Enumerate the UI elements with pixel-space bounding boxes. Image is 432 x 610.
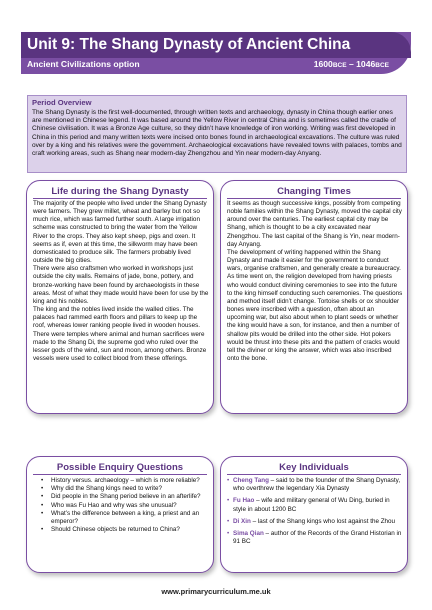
list-item: • What’s the difference between a king, a priest and an emperor?: [41, 510, 207, 526]
date-start: 1600: [313, 59, 333, 69]
list-item: [227, 530, 403, 546]
unit-title: Unit 9: The Shang Dynasty of Ancient China: [27, 36, 351, 53]
key-individuals-section: [220, 456, 408, 573]
date-end: 1046: [356, 59, 376, 69]
list-item: [227, 518, 403, 526]
enquiry-questions-section: [26, 456, 214, 573]
individuals-list: [227, 477, 403, 550]
paragraph: There were also craftsmen who worked in workshops just outside the city walls. Remains of jade, bone, pottery, and bronze-working have been found by archaeologists in these areas. Most of what they made would have been for use by the king and his nobles.: [33, 265, 209, 305]
enquiry-list: [41, 477, 207, 534]
era-label: BCE: [332, 62, 347, 69]
life-heading: Life during the Shang Dynasty: [51, 186, 189, 197]
individuals-heading: Key Individuals: [279, 462, 349, 473]
paragraph: The king and the nobles lived inside the walled cities. The palaces had rammed earth floors and pillars to keep up the roof, whereas lower ranking people lived in wooden houses. There were temples where animal and human sacrifices were made to the Shang Di, the supreme god who ruled over the lesser gods of the wind, sun and moon, among others. Bronze vessels were used to collect blood from these offerings.: [33, 306, 207, 362]
overview-heading: Period Overview: [32, 98, 92, 107]
enquiry-heading: Possible Enquiry Questions: [56, 462, 184, 473]
heading-divider: [227, 474, 401, 475]
individual-name: Di Xin: [233, 517, 251, 525]
list-item: • Should Chinese objects be returned to China?: [41, 526, 207, 534]
changes-body: [227, 200, 403, 363]
list-item: [227, 477, 403, 493]
list-item: • Why did the Shang kings need to write?: [41, 485, 207, 493]
life-section: [26, 180, 214, 414]
heading-divider: [33, 474, 207, 475]
list-item: • History versus. archaeology – which is more reliable?: [41, 477, 207, 485]
list-item: [227, 497, 403, 513]
heading-divider: [33, 198, 207, 199]
footer-url[interactable]: www.primarycurriculum.me.uk: [161, 587, 271, 596]
individual-name: Fu Hao: [233, 497, 255, 505]
date-separator: –: [346, 59, 357, 69]
changing-times-section: [220, 180, 408, 414]
individual-desc: – said to be the founder of the Shang Dynasty, who overthrew the legendary Xia Dynasty: [233, 477, 401, 493]
paragraph: As time went on, the religion developed from having priests who would conduct divining ceremonies to see into the future to the king himself conducting such ceremonies. The questions and method itself didn’t change. Tortoise shells or ox shoulder bones were inscribed with a question, often about an upcoming war, but also about when to plant seeds or whether the king would have a son, for instance, and then a number of shallow pits would be drilled into the other side. Hot pokers would be thrust into these pits and the pattern of cracks would tell the diviner or king the answer, which was also inscribed onto the bone.: [227, 273, 403, 362]
list-item: • Who was Fu Hao and why was she unusual?: [41, 502, 207, 510]
date-range: [314, 59, 389, 69]
individual-desc: – last of the Shang kings who lost against the Zhou: [250, 517, 396, 525]
individual-desc: – author of the Records of the Grand Historian in 91 BC: [233, 530, 402, 546]
unit-subtitle: Ancient Civilizations option: [27, 59, 140, 69]
life-body: [33, 200, 209, 363]
list-item: • Did people in the Shang period believe in an afterlife?: [41, 493, 207, 501]
heading-divider: [227, 198, 401, 199]
individual-desc: – wife and military general of Wu Ding, buried in style in about 1200 BC: [233, 497, 390, 513]
individual-name: Sima Qian: [233, 530, 264, 538]
overview-text: The Shang Dynasty is the first well-documented, through written texts and archaeology, dynasty in China though earlier ones are mentioned in Chinese legend. It was based around the Yellow River in central China and is sometimes called the cradle of Chinese civilisation. It was a Bronze Age culture, so they didn’t have knowledge of iron working. Writing was first developed in China in this period and many written texts were incised onto bones found in archaeological excavations. The culture was ruled over by a king and his relatives were the government. Archaeological excavations have revealed towns with palaces, tombs and craft working areas, such as Shang near modern-day Zhengzhou and Yin near modern-day Anyang.: [32, 109, 402, 158]
paragraph: The development of writing happened within the Shang Dynasty and made it easier for the government to conduct wars, organise craftsmen, and generally create a bureaucracy.: [227, 248, 401, 273]
individual-name: Cheng Tang: [233, 477, 269, 484]
paragraph: It seems as though successive kings, possibly from competing noble families within the Shang Dynasty, moved the capital city around over the centuries. The earliest capital city may be Shang, which is thought to be a city excavated near Zhengzhou. The last capital of the Shang is Yin, near modern-day Anyang.: [227, 200, 402, 248]
unit-header: [21, 32, 411, 74]
changes-heading: Changing Times: [277, 186, 351, 197]
period-overview-panel: [27, 95, 407, 173]
paragraph: The majority of the people who lived under the Shang Dynasty were farmers. They grew millet, wheat and barley but not so much rice, which was farmed further south. A large irrigation scheme was constructed to bring the water from the Yellow River to the crops. They also kept sheep, pigs and oxen. It seems as if, even at this time, the silkworm may have been domesticated to produce silk. The farmers probably lived outside the big cities.: [33, 200, 207, 265]
era-label: BCE: [375, 62, 389, 69]
